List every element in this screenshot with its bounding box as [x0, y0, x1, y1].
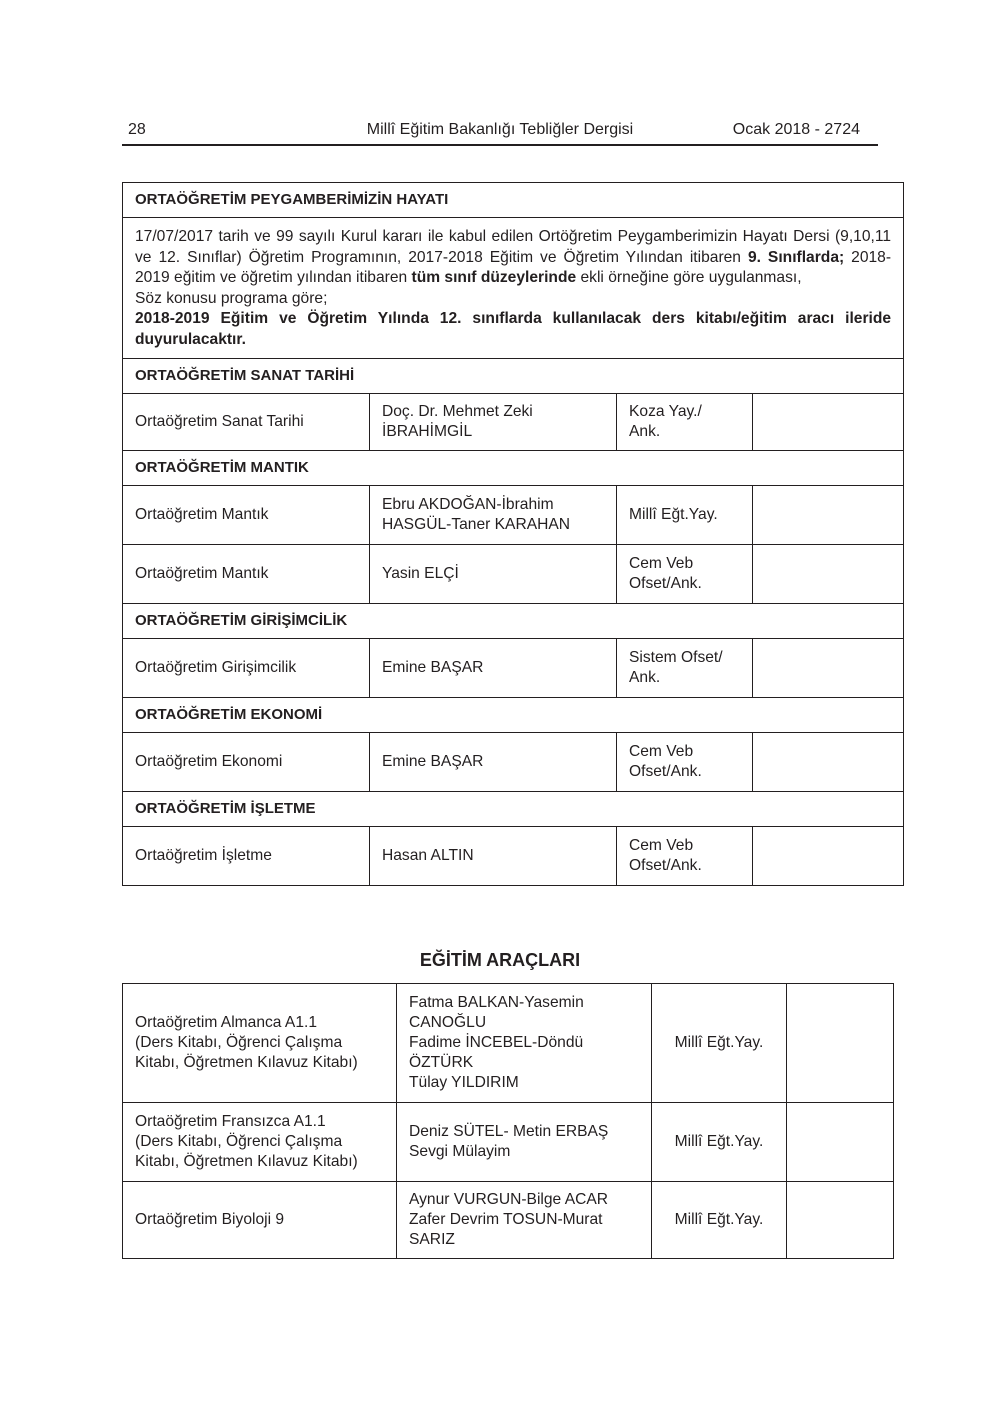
book-authors: Yasin ELÇİ [370, 545, 617, 604]
book-authors: Doç. Dr. Mehmet Zeki İBRAHİMGİL [370, 394, 617, 451]
tool-authors: Deniz SÜTEL- Metin ERBAŞ Sevgi Mülayim [397, 1103, 652, 1182]
tool-row [123, 1103, 894, 1182]
section-title: ORTAÖĞRETİM PEYGAMBERİMİZİN HAYATI [123, 183, 904, 218]
page-number: 28 [128, 121, 146, 138]
note-bold-text: 2018-2019 Eğitim ve Öğretim Yılında 12. sınıflarda kullanılacak ders kitabı/eğitim aracı ileride duyurulacaktır. [135, 310, 892, 348]
tool-authors: Aynur VURGUN-Bilge ACAR Zafer Devrim TOSUN-Murat SARIZ [397, 1182, 652, 1259]
curriculum-table [122, 182, 904, 886]
tool-publisher: Millî Eğt.Yay. [652, 984, 787, 1103]
section-title: ORTAÖĞRETİM MANTIK [123, 451, 904, 486]
book-authors: Emine BAŞAR [370, 733, 617, 792]
section-title: ORTAÖĞRETİM İŞLETME [123, 792, 904, 827]
book-title: Ortaöğretim Mantık [123, 486, 370, 545]
note-text: 17/07/2017 tarih ve 99 sayılı Kurul kararı ile kabul edilen Ortöğretim Peygamberimizin Hayatı Dersi (9,10,11 ve 12. Sınıflar) Öğretim Programının, 2017-2018 Eğitim ve Öğretim Yılından itibaren [135, 228, 892, 266]
book-publisher: Millî Eğt.Yay. [617, 486, 753, 545]
note-text: 2018-2019 eğitim ve öğretim yılından itibaren [135, 248, 892, 286]
note-bold-text: tüm sınıf düzeylerinde [411, 269, 577, 286]
empty-cell [787, 1182, 894, 1259]
book-authors: Hasan ALTIN [370, 827, 617, 886]
empty-cell [753, 394, 904, 451]
empty-cell [753, 827, 904, 886]
educational-tools-table [122, 983, 894, 1259]
note-bold-text: 9. Sınıflarda; [747, 248, 845, 266]
tool-publisher: Millî Eğt.Yay. [652, 1182, 787, 1259]
section-header-row [123, 698, 904, 733]
book-row [123, 639, 904, 698]
book-title: Ortaöğretim Sanat Tarihi [123, 394, 370, 451]
section-title: ORTAÖĞRETİM SANAT TARİHİ [123, 359, 904, 394]
section-header-row [123, 792, 904, 827]
section-note [123, 218, 904, 359]
empty-cell [787, 1103, 894, 1182]
note-row [123, 218, 904, 359]
book-title: Ortaöğretim Ekonomi [123, 733, 370, 792]
book-row [123, 827, 904, 886]
empty-cell [753, 639, 904, 698]
book-row [123, 545, 904, 604]
book-title: Ortaöğretim Mantık [123, 545, 370, 604]
journal-title: Millî Eğitim Bakanlığı Tebliğler Dergisi [366, 121, 634, 138]
section-header-row [123, 359, 904, 394]
book-row [123, 733, 904, 792]
book-title: Ortaöğretim İşletme [123, 827, 370, 886]
educational-tools-title: EĞİTİM ARAÇLARI [419, 950, 581, 970]
empty-cell [753, 733, 904, 792]
section-header-row [123, 183, 904, 218]
book-authors: Emine BAŞAR [370, 639, 617, 698]
book-publisher: Cem Veb Ofset/Ank. [617, 827, 753, 886]
tool-publisher: Millî Eğt.Yay. [652, 1103, 787, 1182]
section-title: ORTAÖĞRETİM GİRİŞİMCİLİK [123, 604, 904, 639]
book-publisher: Sistem Ofset/ Ank. [617, 639, 753, 698]
tool-row [123, 1182, 894, 1259]
note-text: Söz konusu programa göre; [135, 289, 328, 307]
empty-cell [753, 545, 904, 604]
section-header-row [123, 451, 904, 486]
book-title: Ortaöğretim Girişimcilik [123, 639, 370, 698]
empty-cell [787, 984, 894, 1103]
section-header-row [123, 604, 904, 639]
note-text: ekli örneğine göre uygulanması, [576, 269, 802, 286]
issue-date: Ocak 2018 - 2724 [732, 121, 860, 138]
book-row [123, 486, 904, 545]
tool-title: Ortaöğretim Fransızca A1.1 (Ders Kitabı, Öğrenci Çalışma Kitabı, Öğretmen Kılavuz Kitabı) [123, 1103, 397, 1182]
tool-row [123, 984, 894, 1103]
book-publisher: Cem Veb Ofset/Ank. [617, 545, 753, 604]
tool-title: Ortaöğretim Biyoloji 9 [123, 1182, 397, 1259]
empty-cell [753, 486, 904, 545]
tool-title: Ortaöğretim Almanca A1.1 (Ders Kitabı, Öğrenci Çalışma Kitabı, Öğretmen Kılavuz Kitabı) [123, 984, 397, 1103]
page-header [122, 118, 878, 146]
book-publisher: Koza Yay./ Ank. [617, 394, 753, 451]
book-authors: Ebru AKDOĞAN-İbrahim HASGÜL-Taner KARAHAN [370, 486, 617, 545]
book-row [123, 394, 904, 451]
book-publisher: Cem Veb Ofset/Ank. [617, 733, 753, 792]
tool-authors: Fatma BALKAN-Yasemin CANOĞLU Fadime İNCEBEL-Döndü ÖZTÜRK Tülay YILDIRIM [397, 984, 652, 1103]
section-title: ORTAÖĞRETİM EKONOMİ [123, 698, 904, 733]
